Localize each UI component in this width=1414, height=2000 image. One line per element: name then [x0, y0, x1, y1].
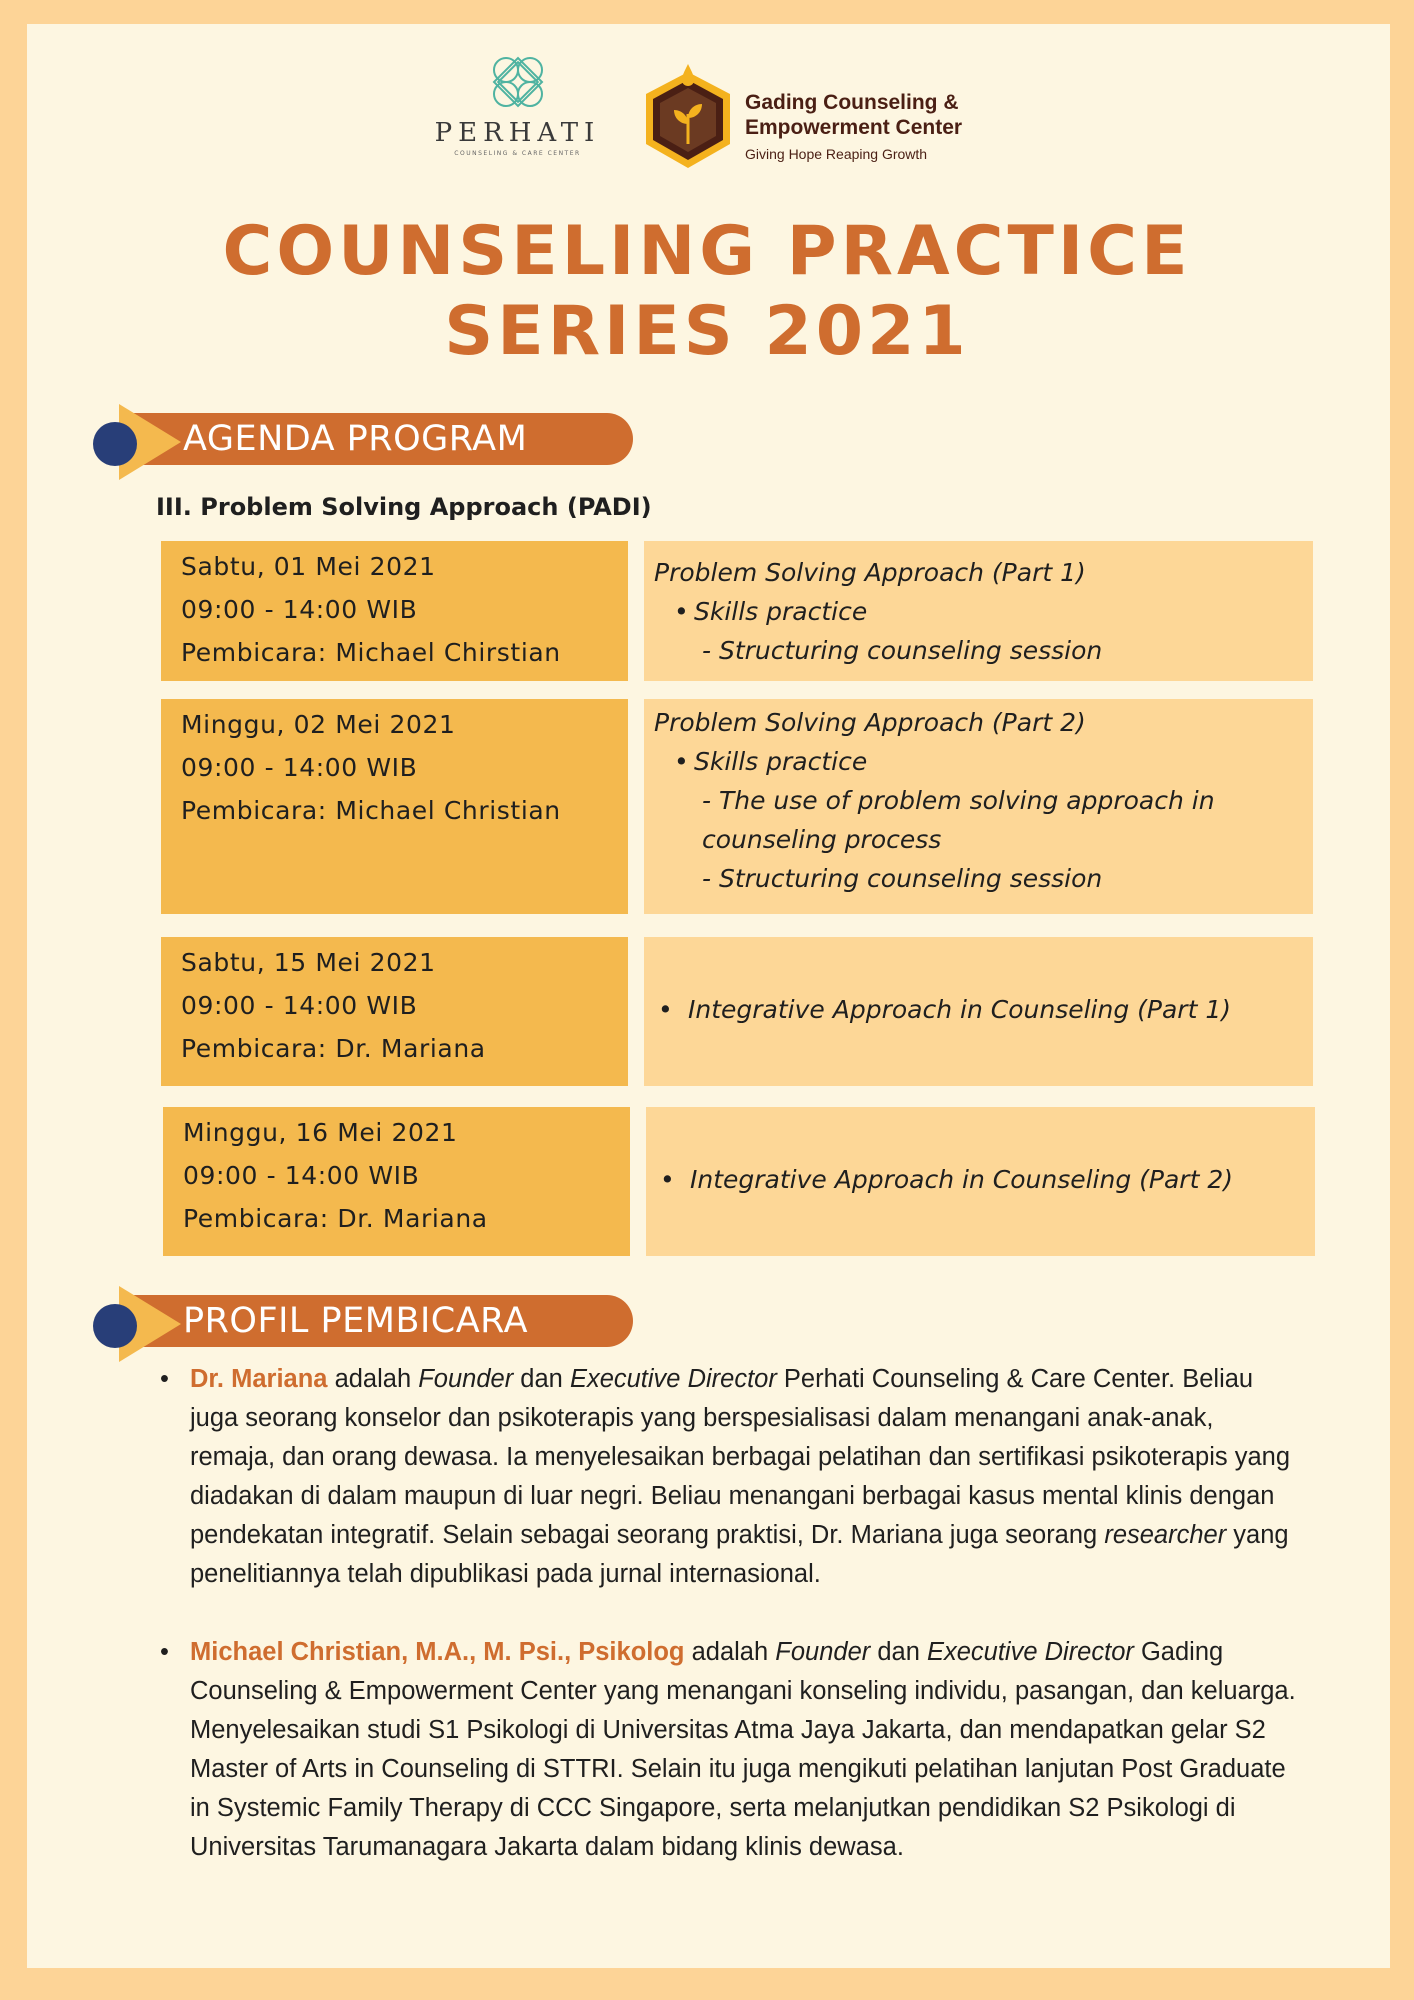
profile-text: dan — [870, 1638, 927, 1666]
session-date-cell — [163, 1107, 630, 1256]
gading-tagline: Giving Hope Reaping Growth — [745, 146, 928, 162]
profile-text: Executive Director — [926, 1638, 1134, 1666]
session-time: 09:00 - 14:00 WIB — [181, 991, 418, 1020]
profile-text: Founder — [418, 1365, 514, 1393]
session-date: Minggu, 16 Mei 2021 — [183, 1118, 458, 1147]
title-line1: COUNSELING PRACTICE — [222, 212, 1192, 291]
gading-logo — [640, 62, 1000, 174]
profile-mariana — [160, 1360, 1300, 1594]
gading-name-line2: Empowerment Center — [745, 116, 963, 139]
bullet-icon: • — [674, 747, 689, 776]
speaker-name: Michael Christian, M.A., M. Psi., Psikolog — [190, 1638, 685, 1666]
perhati-sub: COUNSELING & CARE CENTER — [454, 150, 581, 157]
perhati-logo — [425, 50, 610, 157]
topic-title: Problem Solving Approach (Part 1) — [654, 558, 1086, 587]
session-date-cell — [161, 937, 628, 1086]
agenda-subheading — [156, 493, 652, 521]
page-title — [0, 212, 1414, 372]
topic-sub: - Structuring counseling session — [702, 636, 1103, 665]
topic-bullet: Skills practice — [694, 597, 868, 626]
bullet-icon: • — [658, 995, 673, 1024]
session-speaker: Pembicara: Dr. Mariana — [181, 1034, 486, 1063]
profile-ribbon — [93, 1286, 633, 1348]
profile-text: adalah — [327, 1365, 419, 1393]
profile-text: researcher — [1104, 1521, 1227, 1549]
session-time: 09:00 - 14:00 WIB — [183, 1161, 420, 1190]
topic-sub: - The use of problem solving approach in — [702, 786, 1215, 815]
bullet-icon: • — [160, 1365, 169, 1393]
profile-text: Founder — [775, 1638, 871, 1666]
subheading-bold: PADI — [577, 493, 641, 521]
ribbon-dot — [93, 422, 137, 466]
bullet-icon: • — [674, 597, 689, 626]
topic-sub: - Structuring counseling session — [702, 864, 1103, 893]
profile-text: Perhati Counseling & Care Center. Beliau juga seorang konselor dan psikoterapis yang berspesialisasi dalam menangani anak-anak, remaja, dan orang dewasa. Ia menyelesaikan berbagai pelatihan dan sertifikasi psikoterapis yang diadakan di dalam maupun di luar negri. Beliau menangani berbagai kasus mental klinis dengan pendekatan integratif. Selain sebagai seorang praktisi, Dr. Mariana juga seorang — [190, 1365, 1290, 1549]
profile-text: Executive Director — [569, 1365, 777, 1393]
subheading-suffix: ) — [640, 493, 652, 521]
perhati-name: PERHATI — [434, 118, 601, 148]
session-date: Minggu, 02 Mei 2021 — [181, 710, 456, 739]
session-time: 09:00 - 14:00 WIB — [181, 753, 418, 782]
knot-icon — [486, 50, 550, 114]
session-topic-cell — [644, 699, 1313, 914]
ribbon-dot — [93, 1304, 137, 1348]
profile-heading: PROFIL PEMBICARA — [183, 1301, 529, 1341]
profile-text: adalah — [684, 1638, 776, 1666]
profile-michael — [160, 1633, 1300, 1867]
title-line2: SERIES 2021 — [444, 292, 970, 371]
session-date: Sabtu, 15 Mei 2021 — [181, 948, 436, 977]
agenda-heading: AGENDA PROGRAM — [183, 419, 528, 459]
session-speaker: Pembicara: Michael Christian — [181, 796, 561, 825]
profile-list — [160, 1360, 1300, 1906]
session-topic-cell — [644, 541, 1313, 681]
gading-name-line1: Gading Counseling & — [745, 91, 959, 114]
topic-bullet: Integrative Approach in Counseling (Part 2) — [690, 1165, 1233, 1194]
topic-sub: counseling process — [702, 825, 942, 854]
session-topic-cell — [646, 1107, 1315, 1256]
topic-title: Problem Solving Approach (Part 2) — [654, 708, 1086, 737]
session-time: 09:00 - 14:00 WIB — [181, 595, 418, 624]
bullet-icon: • — [660, 1165, 675, 1194]
session-topic-cell — [644, 937, 1313, 1086]
topic-bullet: Integrative Approach in Counseling (Part 1) — [688, 995, 1231, 1024]
session-speaker: Pembicara: Dr. Mariana — [183, 1204, 488, 1233]
profile-text: Gading Counseling & Empowerment Center yang menangani konseling individu, pasangan, dan keluarga. Menyelesaikan studi S1 Psikologi di Universitas Atma Jaya Jakarta, dan mendapatkan gelar S2 Master of Arts in Counseling di STTRI. Selain itu juga mengikuti pelatihan lanjutan Post Graduate in Systemic Family Therapy di CCC Singapore, serta melanjutkan pendidikan S2 Psikologi di Universitas Tarumanagara Jakarta dalam bidang klinis dewasa. — [190, 1638, 1296, 1861]
session-date: Sabtu, 01 Mei 2021 — [181, 552, 436, 581]
session-speaker: Pembicara: Michael Chirstian — [181, 638, 561, 667]
agenda-ribbon — [93, 404, 633, 466]
topic-bullet: Skills practice — [694, 747, 868, 776]
session-date-cell — [161, 699, 628, 914]
hexagon-plant-icon — [640, 62, 736, 174]
profile-text: dan — [513, 1365, 570, 1393]
speaker-name: Dr. Mariana — [190, 1365, 328, 1393]
profile-text: yang penelitiannya telah dipublikasi pada jurnal internasional. — [190, 1521, 1289, 1588]
bullet-icon: • — [160, 1638, 169, 1666]
subheading-prefix: III. Problem Solving Approach ( — [156, 493, 578, 521]
session-date-cell — [161, 541, 628, 681]
